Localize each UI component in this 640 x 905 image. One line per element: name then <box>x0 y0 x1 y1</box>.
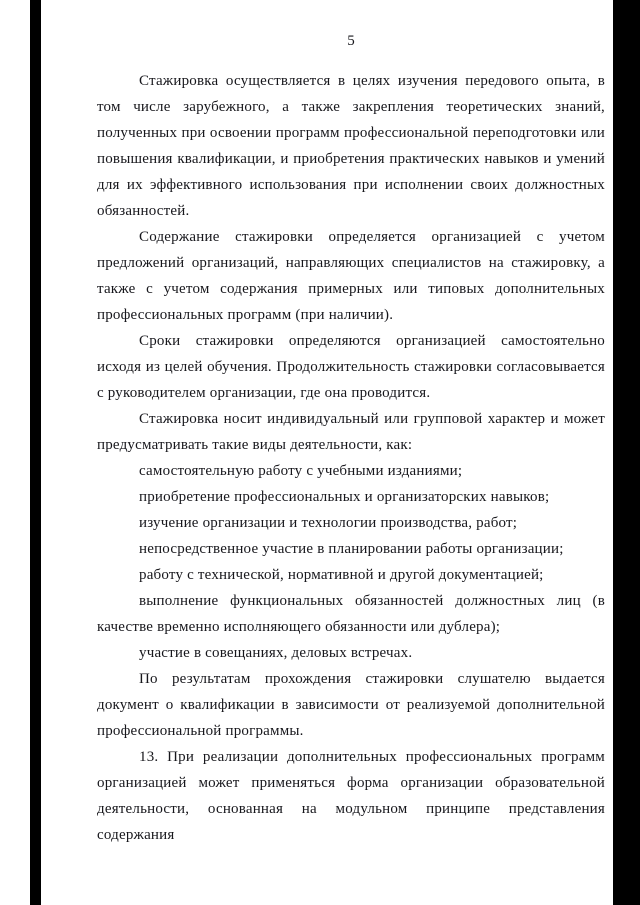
paragraph: 13. При реализации дополнительных профессиональных программ организацией может применяться форма организации образовательной деятельности, основанная на модульном принципе представления содержания <box>97 749 605 843</box>
scan-edge-right-bar <box>613 0 640 905</box>
list-line: участие в совещаниях, деловых встречах. <box>139 645 413 661</box>
scan-edge-left-bar <box>30 0 41 905</box>
paragraph: Стажировка носит индивидуальный или групповой характер и может предусматривать такие виды деятельности, как: <box>97 411 605 453</box>
list-line: непосредственное участие в планировании работы организации; <box>139 541 564 557</box>
text-column <box>97 30 605 848</box>
list-line: работу с технической, нормативной и другой документацией; <box>139 567 544 583</box>
paragraph: По результатам прохождения стажировки слушателю выдается документ о квалификации в зависимости от реализуемой дополнительной профессиональной программы. <box>97 671 605 739</box>
page-number: 5 <box>347 33 355 49</box>
paragraph: Стажировка осуществляется в целях изучения передового опыта, в том числе зарубежного, а также закрепления теоретических знаний, полученных при освоении программ профессиональной переподготовки или повышения квалификации, и приобретения практических навыков и умений для их эффективного использования при исполнении своих должностных обязанностей. <box>97 73 605 219</box>
list-line: выполнение функциональных обязанностей должностных лиц (в качестве временно исполняющего обязанности или дублера); <box>97 593 605 635</box>
paragraph: Сроки стажировки определяются организацией самостоятельно исходя из целей обучения. Продолжительность стажировки согласовывается с руководителем организации, где она проводится. <box>97 333 605 401</box>
paragraph: Содержание стажировки определяется организацией с учетом предложений организаций, направляющих специалистов на стажировку, а также с учетом содержания примерных или типовых дополнительных профессиональных программ (при наличии). <box>97 229 605 323</box>
list-line: самостоятельную работу с учебными изданиями; <box>139 463 463 479</box>
list-line: приобретение профессиональных и организаторских навыков; <box>139 489 550 505</box>
list-line: изучение организации и технологии производства, работ; <box>139 515 518 531</box>
